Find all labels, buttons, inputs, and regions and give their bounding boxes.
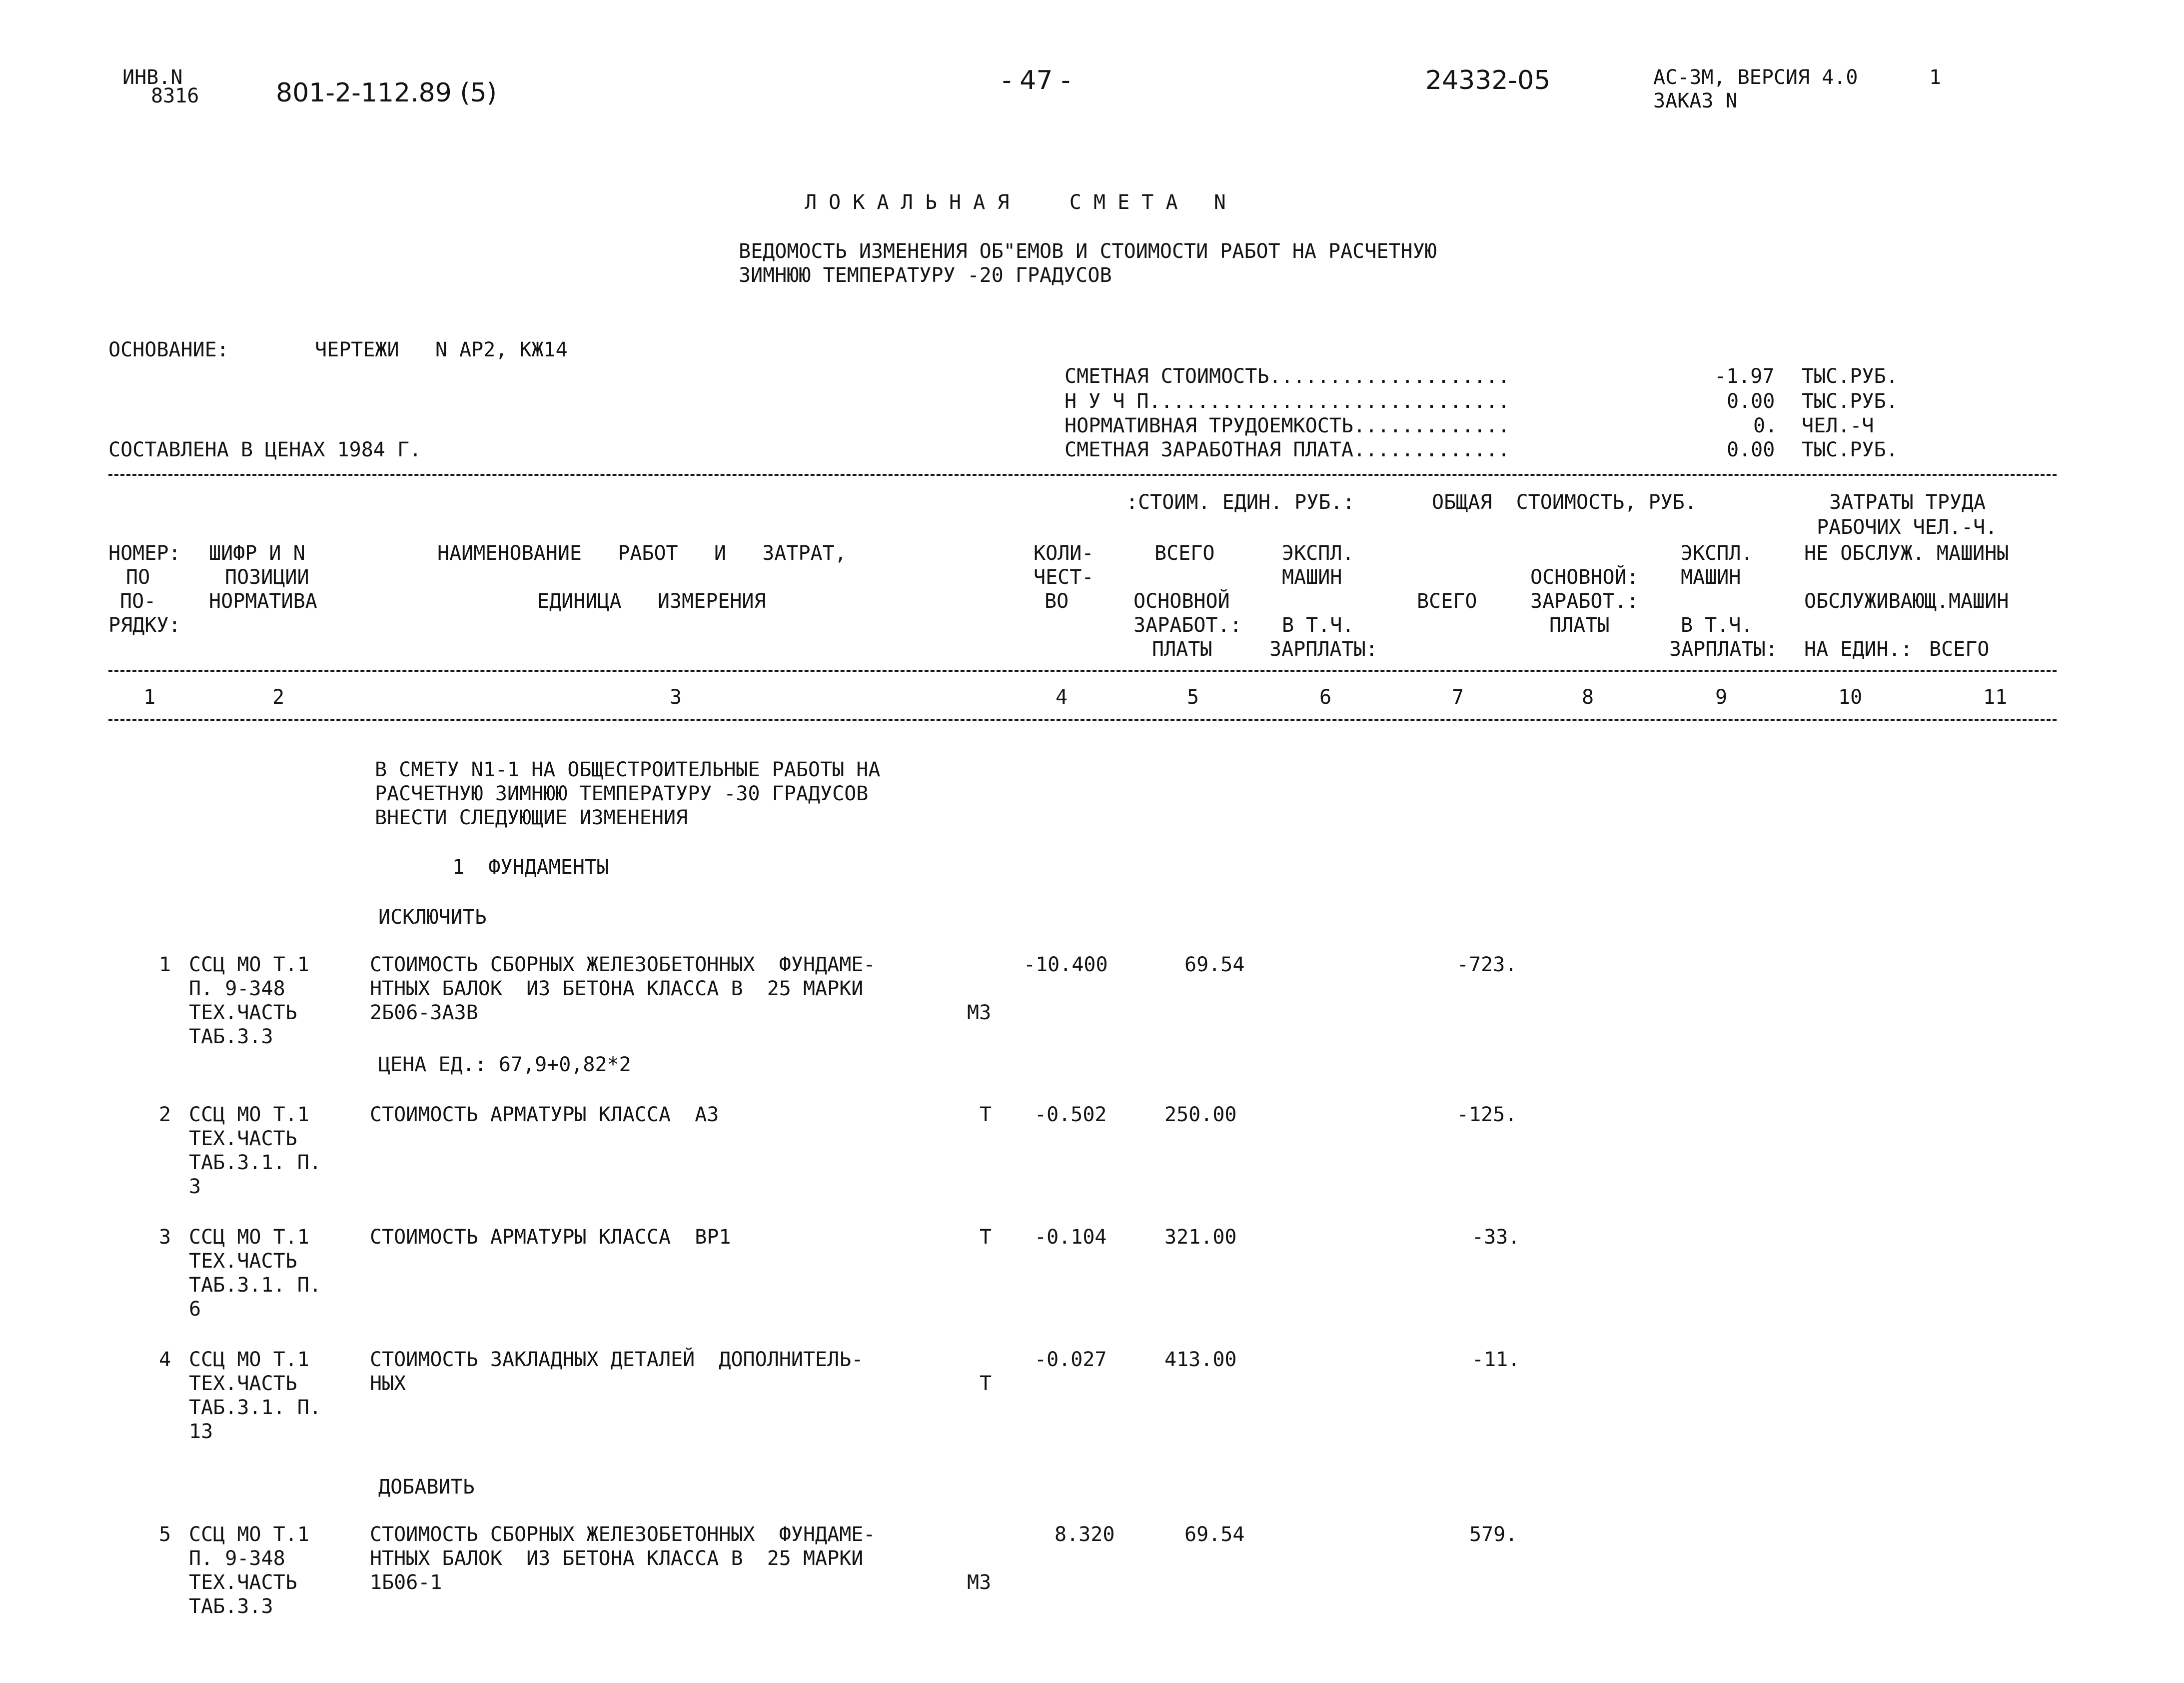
row-total: 579.: [1469, 1523, 1518, 1546]
row-total: -125.: [1457, 1103, 1517, 1126]
page-number: - 47 -: [1002, 65, 1071, 95]
labor-machine-heading: ОБСЛУЖИВАЮЩ.МАШИН: [1804, 590, 2009, 613]
col-code-heading: ПОЗИЦИИ: [225, 566, 309, 589]
summary-label: НОРМАТИВНАЯ ТРУДОЕМКОСТЬ.............: [1065, 414, 1510, 437]
exclude-heading: ИСКЛЮЧИТЬ: [378, 906, 487, 929]
col-number-heading: РЯДКУ:: [108, 614, 181, 637]
sheet-number: 1: [1929, 66, 1942, 89]
total-cost-wage-heading: ПЛАТЫ: [1549, 614, 1610, 637]
labor-not-machine-heading: НЕ ОБСЛУЖ. МАШИНЫ: [1804, 542, 2009, 565]
summary-value: -1.97: [1714, 365, 1775, 388]
col-unit-heading: ЕДИНИЦА ИЗМЕРЕНИЯ: [537, 590, 766, 613]
summary-unit: ТЫС.РУБ.: [1802, 438, 1898, 461]
column-number: 10: [1838, 686, 1863, 709]
unit-cost-group-heading: :СТОИМ. ЕДИН. РУБ.:: [1126, 491, 1355, 514]
unit-cost-wage-heading: ОСНОВНОЙ: [1133, 590, 1230, 613]
document-number: 24332-05: [1425, 65, 1551, 95]
summary-value: 0.00: [1727, 390, 1775, 413]
row-code-line: ТАБ.3.3: [189, 1025, 273, 1048]
labor-per-unit-heading: НА ЕДИН.:: [1804, 638, 1913, 661]
col-number-heading: ПО-: [120, 590, 156, 613]
intro-line: РАСЧЕТНУЮ ЗИМНЮЮ ТЕМПЕРАТУРУ -30 ГРАДУСОВ: [375, 782, 869, 805]
basis-label: ОСНОВАНИЕ:: [108, 338, 229, 361]
summary-unit: ЧЕЛ.-Ч: [1802, 414, 1874, 437]
col-qty-heading: ЧЕСТ-: [1034, 566, 1094, 589]
total-cost-machine-heading: В Т.Ч.: [1681, 614, 1753, 637]
labor-group-heading: ЗАТРАТЫ ТРУДА: [1829, 491, 1986, 514]
row-code-line: ТЕХ.ЧАСТЬ: [189, 1127, 297, 1150]
labor-total-heading: ВСЕГО: [1929, 638, 1990, 661]
summary-label: СМЕТНАЯ СТОИМОСТЬ....................: [1065, 365, 1510, 388]
row-code-line: ТАБ.3.3: [189, 1595, 273, 1618]
column-number: 4: [1056, 686, 1068, 709]
row-code-line: ССЦ МО Т.1: [189, 1523, 309, 1546]
row-code-line: П. 9-348: [189, 1547, 285, 1570]
col-qty-heading: КОЛИ-: [1034, 542, 1094, 565]
row-code-line: ССЦ МО Т.1: [189, 1348, 309, 1371]
row-unit-price: 413.00: [1164, 1348, 1237, 1371]
row-code-line: ТЕХ.ЧАСТЬ: [189, 1571, 297, 1594]
col-code-heading: ШИФР И N: [209, 542, 305, 565]
basis-value: ЧЕРТЕЖИ N АР2, КЖ14: [315, 338, 568, 361]
row-number: 3: [159, 1226, 171, 1249]
unit-cost-machine-heading: В Т.Ч.: [1282, 614, 1354, 637]
row-code-line: ССЦ МО Т.1: [189, 1226, 309, 1249]
row-quantity: -0.027: [1035, 1348, 1107, 1371]
col-code-heading: НОРМАТИВА: [209, 590, 317, 613]
summary-label: СМЕТНАЯ ЗАРАБОТНАЯ ПЛАТА.............: [1065, 438, 1510, 461]
header-rule-top: [108, 474, 2057, 476]
row-name-line: 1Б06-1: [370, 1571, 442, 1594]
row-unit: М3: [967, 1001, 992, 1024]
row-quantity: -0.104: [1035, 1226, 1107, 1249]
column-number: 7: [1452, 686, 1464, 709]
summary-value: 0.00: [1727, 438, 1775, 461]
row-code-line: 6: [189, 1298, 201, 1321]
row-code-line: П. 9-348: [189, 977, 285, 1000]
add-heading: ДОБАВИТЬ: [378, 1476, 475, 1499]
row-code-line: ТАБ.3.1. П.: [189, 1151, 321, 1174]
total-cost-wage-heading: ОСНОВНОЙ:: [1530, 566, 1639, 589]
row-quantity: -10.400: [1024, 953, 1108, 976]
row-unit-price: 321.00: [1164, 1226, 1237, 1249]
intro-line: ВНЕСТИ СЛЕДУЮЩИЕ ИЗМЕНЕНИЯ: [375, 806, 688, 829]
header-rule-bottom: [108, 719, 2057, 721]
row-code-line: ТЕХ.ЧАСТЬ: [189, 1001, 297, 1024]
document-subtitle-line2: ЗИМНЮЮ ТЕМПЕРАТУРУ -20 ГРАДУСОВ: [739, 264, 1112, 287]
inventory-label: ИНВ.N: [122, 66, 183, 89]
unit-cost-wage-heading: ЗАРАБОТ.:: [1133, 614, 1242, 637]
section-heading: 1 ФУНДАМЕНТЫ: [452, 856, 609, 879]
row-code-line: ТЕХ.ЧАСТЬ: [189, 1250, 297, 1273]
row-unit-price: 250.00: [1164, 1103, 1237, 1126]
column-number: 9: [1715, 686, 1728, 709]
col-qty-heading: ВО: [1045, 590, 1069, 613]
row-name-line: СТОИМОСТЬ СБОРНЫХ ЖЕЛЕЗОБЕТОННЫХ ФУНДАМЕ-: [370, 1523, 876, 1546]
row-total: -33.: [1472, 1226, 1520, 1249]
summary-unit: ТЫС.РУБ.: [1802, 390, 1898, 413]
row-name-line: НЫХ: [370, 1372, 406, 1395]
row-unit-price: 69.54: [1184, 953, 1245, 976]
total-cost-machine-heading: МАШИН: [1681, 566, 1741, 589]
project-code: 801-2-112.89 (5): [276, 78, 497, 108]
row-name-line: СТОИМОСТЬ АРМАТУРЫ КЛАССА А3: [370, 1103, 719, 1126]
row-number: 1: [159, 953, 171, 976]
row-number: 5: [159, 1523, 171, 1546]
unit-cost-machine-heading: МАШИН: [1282, 566, 1342, 589]
row-unit: Т: [980, 1103, 992, 1126]
row-total: -723.: [1457, 953, 1517, 976]
header-rule-middle: [108, 670, 2057, 672]
row-name-line: СТОИМОСТЬ СБОРНЫХ ЖЕЛЕЗОБЕТОННЫХ ФУНДАМЕ-: [370, 953, 876, 976]
column-number: 2: [272, 686, 285, 709]
row-name-line: 2Б06-3А3В: [370, 1001, 478, 1024]
unit-cost-machine-heading: ЗАРПЛАТЫ:: [1269, 638, 1378, 661]
intro-line: В СМЕТУ N1-1 НА ОБЩЕСТРОИТЕЛЬНЫЕ РАБОТЫ НА: [375, 758, 881, 781]
row-name-line: СТОИМОСТЬ ЗАКЛАДНЫХ ДЕТАЛЕЙ ДОПОЛНИТЕЛЬ-: [370, 1348, 864, 1371]
total-cost-machine-heading: ЗАРПЛАТЫ:: [1669, 638, 1778, 661]
row-code-line: ТАБ.3.1. П.: [189, 1274, 321, 1297]
summary-value: 0.: [1753, 414, 1778, 437]
row-code-line: 3: [189, 1175, 201, 1198]
total-cost-wage-heading: ЗАРАБОТ.:: [1530, 590, 1639, 613]
row-unit-price: 69.54: [1184, 1523, 1245, 1546]
column-number: 8: [1582, 686, 1594, 709]
summary-unit: ТЫС.РУБ.: [1802, 365, 1898, 388]
column-number: 1: [143, 686, 156, 709]
total-cost-all-heading: ВСЕГО: [1417, 590, 1477, 613]
total-cost-machine-heading: ЭКСПЛ.: [1681, 542, 1753, 565]
total-cost-group-heading: ОБЩАЯ СТОИМОСТЬ, РУБ.: [1432, 491, 1697, 514]
column-number: 11: [1983, 686, 2008, 709]
row-code-line: ТЕХ.ЧАСТЬ: [189, 1372, 297, 1395]
row-number: 2: [159, 1103, 171, 1126]
column-number: 5: [1187, 686, 1199, 709]
column-number: 3: [670, 686, 682, 709]
row-name-line: СТОИМОСТЬ АРМАТУРЫ КЛАССА ВР1: [370, 1226, 731, 1249]
unit-cost-total-heading: ВСЕГО: [1154, 542, 1215, 565]
row-quantity: 8.320: [1055, 1523, 1115, 1546]
row-unit: М3: [967, 1571, 992, 1594]
program-version: АС-3М, ВЕРСИЯ 4.0: [1653, 66, 1858, 89]
row-unit: Т: [980, 1372, 992, 1395]
col-name-heading: НАИМЕНОВАНИЕ РАБОТ И ЗАТРАТ,: [437, 542, 847, 565]
row-code-line: ССЦ МО Т.1: [189, 1103, 309, 1126]
labor-group-heading: РАБОЧИХ ЧЕЛ.-Ч.: [1817, 516, 1998, 539]
row-code-line: ССЦ МО Т.1: [189, 953, 309, 976]
row-number: 4: [159, 1348, 171, 1371]
unit-cost-machine-heading: ЭКСПЛ.: [1282, 542, 1354, 565]
document-subtitle-line1: ВЕДОМОСТЬ ИЗМЕНЕНИЯ ОБ"ЕМОВ И СТОИМОСТИ РАБОТ НА РАСЧЕТНУЮ: [739, 240, 1437, 263]
row-total: -11.: [1472, 1348, 1520, 1371]
order-number: ЗАКАЗ N: [1653, 89, 1738, 112]
col-number-heading: НОМЕР:: [108, 542, 181, 565]
col-number-heading: ПО: [126, 566, 150, 589]
document-title: Л О К А Л Ь Н А Я С М Е Т А N: [805, 191, 1226, 214]
row-name-line: НТНЫХ БАЛОК ИЗ БЕТОНА КЛАССА В 25 МАРКИ: [370, 1547, 864, 1570]
row-code-line: 13: [189, 1420, 213, 1443]
row-name-line: НТНЫХ БАЛОК ИЗ БЕТОНА КЛАССА В 25 МАРКИ: [370, 977, 864, 1000]
column-number: 6: [1319, 686, 1332, 709]
inventory-number: 8316: [151, 84, 199, 107]
row-unit: Т: [980, 1226, 992, 1249]
row-price-note: ЦЕНА ЕД.: 67,9+0,82*2: [378, 1053, 631, 1076]
unit-cost-wage-heading: ПЛАТЫ: [1152, 638, 1212, 661]
summary-label: Н У Ч П..............................: [1065, 390, 1510, 413]
row-code-line: ТАБ.3.1. П.: [189, 1396, 321, 1419]
price-level: СОСТАВЛЕНА В ЦЕНАХ 1984 Г.: [108, 438, 422, 461]
row-quantity: -0.502: [1035, 1103, 1107, 1126]
